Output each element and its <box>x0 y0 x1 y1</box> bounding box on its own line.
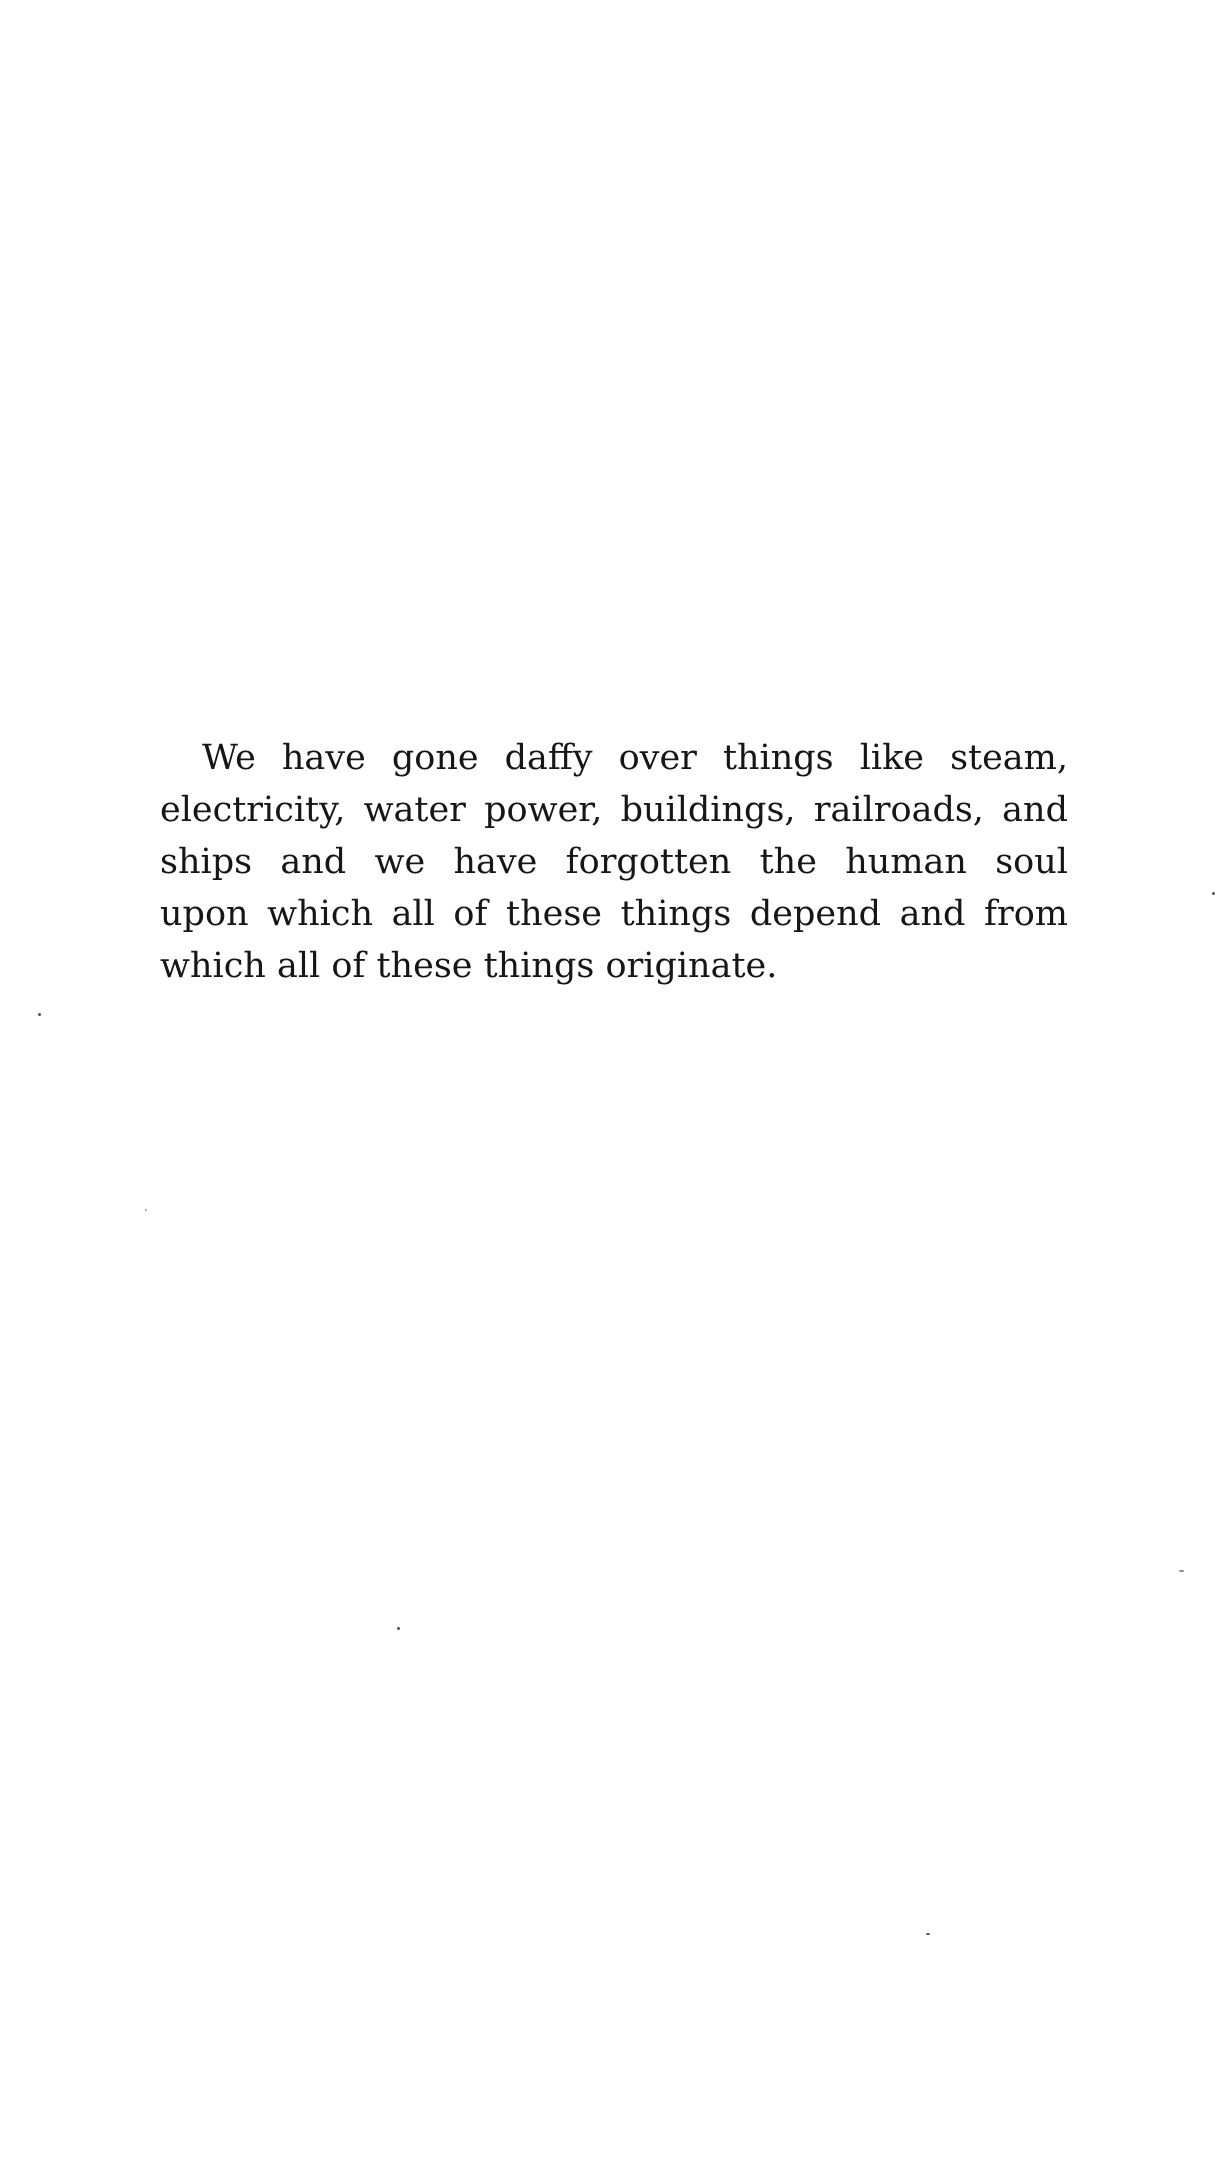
scan-speck <box>1179 1570 1184 1572</box>
scan-speck <box>38 1013 41 1016</box>
quote-paragraph <box>160 732 1068 992</box>
paragraph-line: upon which all of these things depend and from <box>160 894 1068 934</box>
paragraph-line: We have gone daffy over things like steam, <box>202 738 1068 778</box>
paragraph-line: electricity, water power, buildings, railroads, and <box>160 790 1068 830</box>
scan-speck <box>1212 892 1215 895</box>
scan-speck <box>145 1209 147 1211</box>
paragraph-line: ships and we have forgotten the human soul <box>160 842 1068 882</box>
paragraph-line: which all of these things originate. <box>160 946 778 986</box>
scan-speck <box>926 1933 930 1935</box>
scan-speck <box>397 1627 400 1630</box>
